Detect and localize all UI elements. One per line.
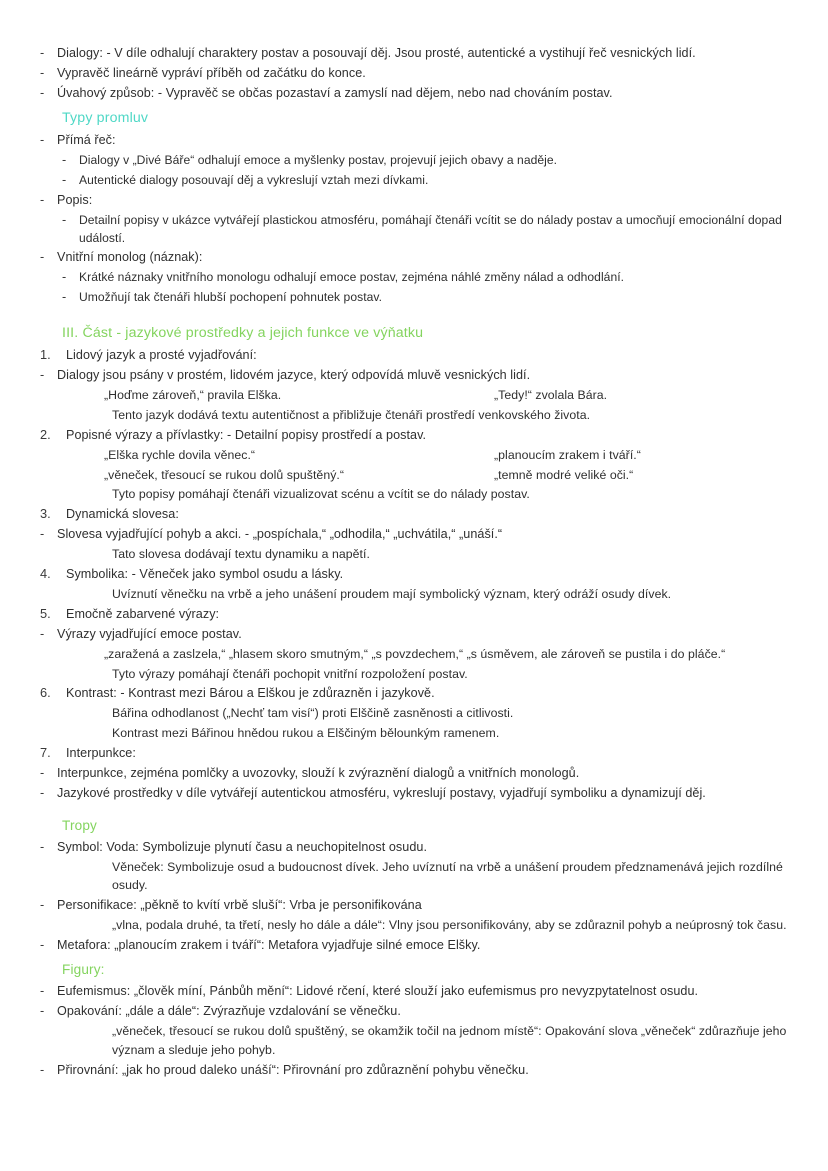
note-text: Tyto popisy pomáhají čtenáři vizualizovat scénu a vcítit se do nálady postav. [112,487,530,502]
numbered-item [40,684,798,703]
list-item-text: Výrazy vyjadřující emoce postav. [57,626,242,641]
dash-marker: - [40,626,45,641]
dash-marker: - [40,785,45,800]
list-item-text: Přímá řeč: [57,132,116,147]
list-item [62,211,798,247]
dash-marker: - [62,270,67,285]
numbered-item-title: Kontrast: - Kontrast mezi Bárou a Elškou je zdůrazněn i jazykově. [66,686,435,701]
list-item [62,171,798,190]
list-item [40,1061,798,1080]
dash-marker: - [40,1062,45,1077]
dash-marker: - [62,152,67,167]
dash-marker: - [40,765,45,780]
note-text: Kontrast mezi Bářinou hnědou rukou a Elščiným bělounkým ramenem. [112,726,500,741]
numbered-item [40,426,798,445]
list-item [40,525,798,544]
list-item-text: Metafora: „planoucím zrakem i tváří“: Metafora vyjadřuje silné emoce Elšky. [57,937,481,952]
note-text: „věneček, třesoucí se rukou dolů spuštěný, se okamžik točil na jednom místě“: Opakování slova „věneček“ zdůrazňuje jeho význam a sleduje jeho pohyb. [112,1024,787,1057]
number-marker: 5. [40,605,51,621]
numbered-item [40,346,798,365]
numbered-item-title: Symbolika: - Věneček jako symbol osudu a lásky. [66,566,344,581]
note-text: Tato slovesa dodávají textu dynamiku a napětí. [112,547,370,562]
dash-marker: - [40,192,45,207]
quote-left: „Elška rychle dovila věnec.“ [104,447,256,462]
numbered-item [40,565,798,584]
list-item [40,64,798,83]
section-heading-typy-promluv: Typy promluv [62,109,149,126]
list-item [40,84,798,103]
list-item [40,248,798,267]
list-item-text: Personifikace: „pěkně to kvítí vrbě sluší“: Vrba je personifikována [57,898,422,913]
number-marker: 1. [40,347,51,363]
list-item-text: Detailní popisy v ukázce vytvářejí plastickou atmosféru, pomáhají čtenáři vcítit se do nálady postav a umocňují emocionální dopad událostí. [79,212,782,245]
list-item [40,896,798,915]
dash-marker: - [62,212,67,227]
list-item-text: Jazykové prostředky v díle vytvářejí autentickou atmosféru, vykreslují postavy, vyjadřují symboliku a dynamizují děj. [57,785,706,800]
list-item-text: Popis: [57,192,93,207]
list-item [62,288,798,307]
quote-row [104,466,798,484]
list-item [40,131,798,150]
section-heading-cast3: III. Část - jazykové prostředky a jejich funkce ve výňatku [62,325,424,342]
quote-row [104,386,798,404]
list-item [40,1002,798,1021]
note-text: Tyto výrazy pomáhají čtenáři pochopit vnitřní rozpoložení postav. [112,666,468,681]
dash-marker: - [40,65,45,80]
dash-marker: - [40,132,45,147]
list-item-text: Interpunkce, zejména pomlčky a uvozovky, slouží k zvýraznění dialogů a vnitřních monologů. [57,765,580,780]
list-item [40,191,798,210]
list-item [40,366,798,385]
number-marker: 4. [40,565,51,581]
dash-marker: - [62,290,67,305]
quote-right: „Tedy!“ zvolala Bára. [494,388,608,403]
list-item [62,268,798,287]
numbered-item [40,505,798,524]
quote-row [104,446,798,464]
numbered-item-title: Lidový jazyk a prosté vyjadřování: [66,348,257,363]
dash-marker: - [40,898,45,913]
note-text: Uvíznutí věnečku na vrbě a jeho unášení proudem mají symbolický význam, který odráží osudy dívek. [112,586,672,601]
dash-marker: - [40,937,45,952]
dash-marker: - [40,527,45,542]
list-item [40,936,798,955]
dash-marker: - [40,984,45,999]
list-item-text: Dialogy jsou psány v prostém, lidovém jazyce, který odpovídá mluvě vesnických lidí. [57,368,531,383]
number-marker: 2. [40,426,51,442]
section-heading-figury: Figury: [62,962,105,978]
list-item [40,764,798,783]
number-marker: 6. [40,685,51,701]
list-item [40,838,798,857]
dash-marker: - [40,250,45,265]
dash-marker: - [40,85,45,100]
quote-right: „temně modré veliké oči.“ [494,467,634,482]
dash-marker: - [40,46,45,60]
list-item-text: Vypravěč lineárně vypráví příběh od začátku do konce. [57,65,366,80]
note-text: „vlna, podala druhé, ta třetí, nesly ho dále a dále“: Vlny jsou personifikovány, aby se zdůraznil pohyb a neúprosný tok času. [112,918,787,932]
quote-left: „Hoďme zároveň,“ pravila Elška. [104,388,282,403]
dash-marker: - [40,839,45,854]
number-marker: 7. [40,744,51,760]
number-marker: 3. [40,506,51,522]
list-item-text: Autentické dialogy posouvají děj a vykreslují vztah mezi dívkami. [79,172,429,187]
list-item-text: Dialogy: - V díle odhalují charaktery postav a posouvají děj. Jsou prosté, autentické a vystihují řeč vesnických lidí. [57,46,696,60]
numbered-item [40,605,798,624]
section-heading-tropy: Tropy [62,817,97,833]
list-item [40,44,798,63]
list-item [62,151,798,170]
list-item [40,784,798,803]
numbered-item-title: Emočně zabarvené výrazy: [66,606,220,621]
spacer [40,804,798,810]
numbered-item [40,744,798,763]
list-item [40,982,798,1001]
document-body [40,44,798,1079]
list-item-text: Eufemismus: „člověk míní, Pánbůh mění“: Lidové rčení, které slouží jako eufemismus pro nevyzpytatelnost osudu. [57,984,699,999]
numbered-item-title: Interpunkce: [66,745,136,760]
dash-marker: - [62,172,67,187]
list-item-text: Dialogy v „Divé Báře“ odhalují emoce a myšlenky postav, projevují jejich obavy a naděje. [79,152,558,167]
dash-marker: - [40,368,45,383]
note-text: Věneček: Symbolizuje osud a budoucnost dívek. Jeho uvíznutí na vrbě a unášení proudem předznamenává jejich rozdílné osudy. [112,859,783,893]
dash-marker: - [40,1004,45,1019]
list-item [40,625,798,644]
list-item-text: Úvahový způsob: - Vypravěč se občas pozastaví a zamyslí nad dějem, nebo nad chováním postav. [57,85,613,100]
spacer [40,308,798,318]
quote-text: „zaražená a zaslzela,“ „hlasem skoro smutným,“ „s povzdechem,“ „s úsměvem, ale zároveň se pustila i do pláče.“ [104,646,726,661]
list-item-text: Umožňují tak čtenáři hlubší pochopení pohnutek postav. [79,290,382,305]
list-item-text: Slovesa vyjadřující pohyb a akci. - „pospíchala,“ „odhodila,“ „uchvátila,“ „unáší.“ [57,527,503,542]
list-item-text: Opakování: „dále a dále“: Zvýrazňuje vzdalování se věnečku. [57,1004,401,1019]
numbered-item-title: Popisné výrazy a přívlastky: - Detailní popisy prostředí a postav. [66,427,427,442]
list-item-text: Symbol: Voda: Symbolizuje plynutí času a neuchopitelnost osudu. [57,839,427,854]
note-text: Bářina odhodlanost („Nechť tam visí“) proti Elščině zasněnosti a citlivosti. [112,706,514,721]
numbered-item-title: Dynamická slovesa: [66,507,179,522]
list-item-text: Vnitřní monolog (náznak): [57,250,203,265]
list-item-text: Přirovnání: „jak ho proud daleko unáší“: Přirovnání pro zdůraznění pohybu věnečku. [57,1062,529,1077]
quote-right: „planoucím zrakem i tváří.“ [494,447,641,462]
quote-left: „věneček, třesoucí se rukou dolů spuštěný.“ [104,467,345,482]
note-text: Tento jazyk dodává textu autentičnost a přibližuje čtenáři prostředí venkovského života. [112,408,591,423]
list-item-text: Krátké náznaky vnitřního monologu odhalují emoce postav, zejména náhlé změny nálad a odhodlání. [79,270,625,285]
